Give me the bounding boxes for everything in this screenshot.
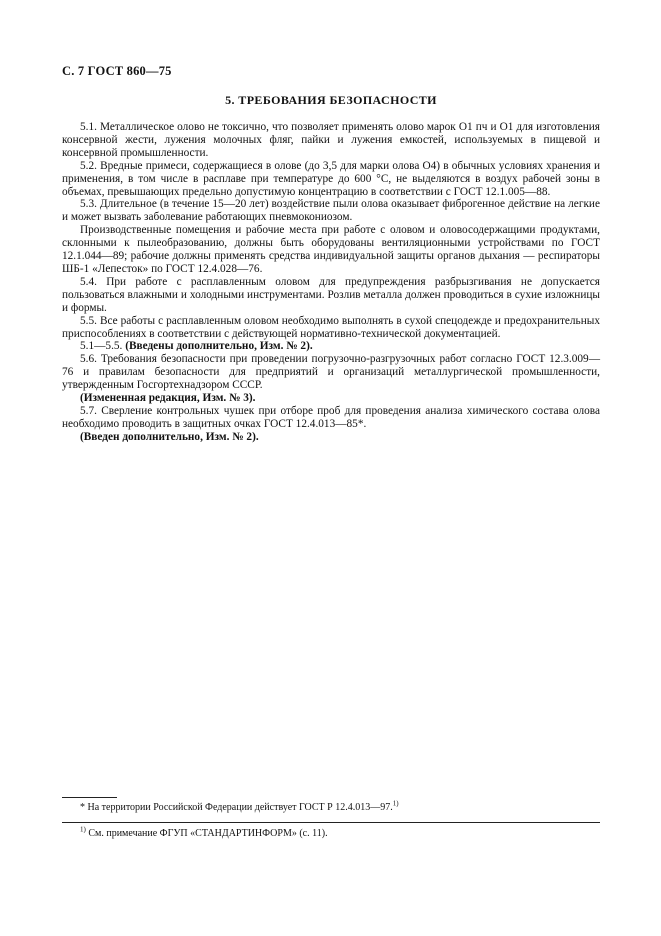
footnote-divider-full xyxy=(62,822,600,823)
paragraph-5-3: 5.3. Длительное (в течение 15—20 лет) воздействие пыли олова оказывает фиброгенное действие на легкие и может вызвать заболевание работающих пневмокониозом. xyxy=(62,198,600,224)
amendment-text: (Измененная редакция, Изм. № 3). xyxy=(80,392,256,405)
footnote-1 xyxy=(80,799,399,814)
footnote-1-text: * На территории Российской Федерации действует ГОСТ Р 12.4.013—97. xyxy=(80,802,393,813)
footnote-2-text: См. примечание ФГУП «СТАНДАРТИНФОРМ» (с. 11). xyxy=(85,828,328,839)
document-body xyxy=(62,121,600,444)
amendment-text: (Введены дополнительно, Изм. № 2). xyxy=(125,340,313,353)
footnote-2 xyxy=(80,825,328,840)
paragraph-ventilation: Производственные помещения и рабочие места при работе с оловом и оловосодержащими продуктами, склонными к пылеобразованию, должны быть оборудованы вентиляционными устройствами по ГОСТ 12.1.044—89; рабочие должны применять средства индивидуальной защиты органов дыхания — респираторы ШБ-1 «Лепесток» по ГОСТ 12.4.028—76. xyxy=(62,224,600,275)
amendment-text: (Введен дополнительно, Изм. № 2). xyxy=(80,430,259,443)
paragraph-5-7: 5.7. Сверление контрольных чушек при отборе проб для проведения анализа химического состава олова необходимо проводить в защитных очках ГОСТ 12.4.013—85*. xyxy=(62,404,600,430)
section-title: 5. ТРЕБОВАНИЯ БЕЗОПАСНОСТИ xyxy=(225,93,437,107)
amendment-range: 5.1—5.5. xyxy=(80,340,126,353)
footnote-divider xyxy=(62,797,117,798)
paragraph-5-6: 5.6. Требования безопасности при проведении погрузочно-разгрузочных работ согласно ГОСТ 12.3.009—76 и правилам безопасности для предприятий и организаций металлургической промышленности, утвержденным Госгортехнадзором СССР. xyxy=(62,353,600,392)
footnote-2-marker: 1) xyxy=(80,825,86,834)
page-header: С. 7 ГОСТ 860—75 xyxy=(62,64,172,78)
paragraph-5-5: 5.5. Все работы с расплавленным оловом необходимо выполнять в сухой спецодежде и предохранительных приспособлениях в соответствии с действующей нормативно-технической документацией. xyxy=(62,314,600,340)
amendment-note-5-6 xyxy=(62,392,600,405)
amendment-note-5-1-5-5 xyxy=(62,340,600,353)
paragraph-5-2: 5.2. Вредные примеси, содержащиеся в олове (до 3,5 для марки олова О4) в обычных условиях хранения и применения, в том числе в расплаве при температуре до 600 °С, не выделяются в воздух рабочей зоны в объемах, превышающих предельно допустимую концентрацию в соответствии с ГОСТ 12.1.005—88. xyxy=(62,159,600,198)
amendment-note-5-7 xyxy=(62,431,600,444)
paragraph-5-1: 5.1. Металлическое олово не токсично, что позволяет применять олово марок О1 пч и О1 для изготовления консервной жести, лужения молочных фляг, пайки и лужения емкостей, используемых в пищевой и консервной промышленности. xyxy=(62,121,600,159)
paragraph-5-4: 5.4. При работе с расплавленным оловом для предупреждения разбрызгивания не допускается пользоваться влажными и холодными инструментами. Розлив металла должен проводиться в сухие изложницы и формы. xyxy=(62,275,600,314)
footnote-1-marker: 1) xyxy=(392,799,399,808)
